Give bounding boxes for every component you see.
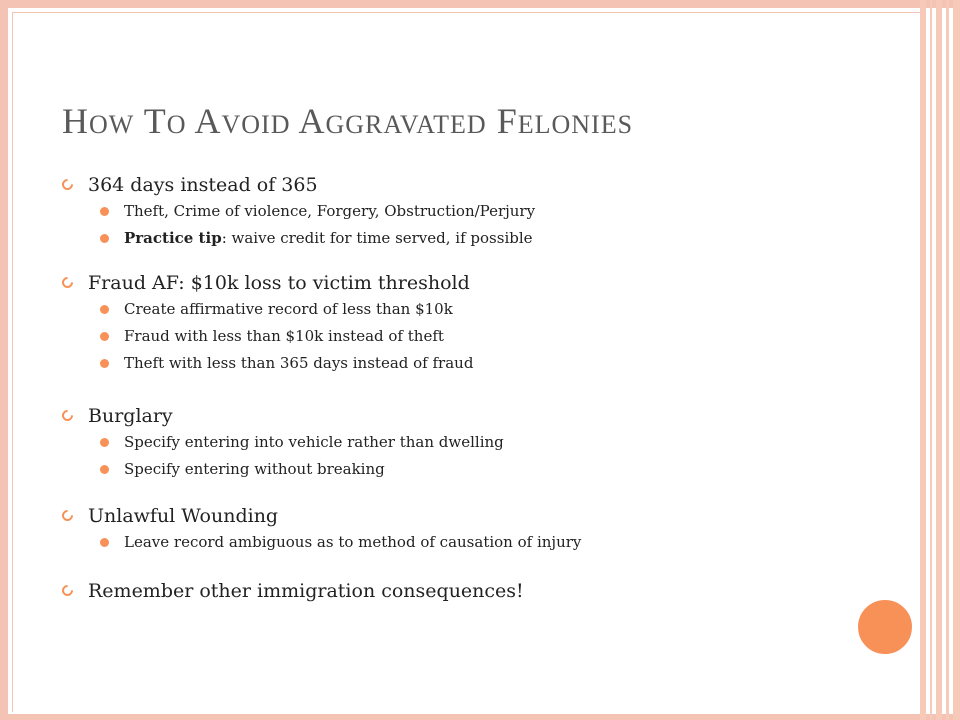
bullet-heading: Remember other immigration consequences! <box>62 578 842 604</box>
inner-line-left <box>12 12 13 712</box>
bullet-item: Create affirmative record of less than $10k <box>62 296 842 323</box>
slide-content <box>62 172 842 604</box>
bullet-dot-icon <box>100 465 109 474</box>
bullet-dot-icon <box>100 438 109 447</box>
bullet-item-practice-tip: Practice tip: waive credit for time served, if possible <box>62 225 842 252</box>
bullet-marker-icon <box>60 177 76 193</box>
bullet-dot-icon <box>100 538 109 547</box>
bullet-heading: Burglary <box>62 403 842 429</box>
bullet-item: Theft, Crime of violence, Forgery, Obstruction/Perjury <box>62 198 842 225</box>
bullet-heading: 364 days instead of 365 <box>62 172 842 198</box>
border-bottom <box>0 714 960 720</box>
bullet-dot-icon <box>100 234 109 243</box>
bullet-item: Specify entering into vehicle rather than dwelling <box>62 429 842 456</box>
bullet-item: Fraud with less than $10k instead of theft <box>62 323 842 350</box>
bullet-item: Specify entering without breaking <box>62 456 842 483</box>
bullet-marker-icon <box>60 275 76 291</box>
bullet-dot-icon <box>100 207 109 216</box>
bullet-item: Theft with less than 365 days instead of fraud <box>62 350 842 377</box>
bullet-marker-icon <box>60 408 76 424</box>
inner-line-top <box>12 12 920 13</box>
bullet-dot-icon <box>100 359 109 368</box>
bullet-heading: Unlawful Wounding <box>62 503 842 529</box>
bullet-marker-icon <box>60 583 76 599</box>
bullet-item: Leave record ambiguous as to method of causation of injury <box>62 529 842 556</box>
decorative-circle <box>855 597 915 657</box>
border-top <box>0 0 960 8</box>
bullet-dot-icon <box>100 305 109 314</box>
bullet-heading: Fraud AF: $10k loss to victim threshold <box>62 270 842 296</box>
border-left <box>0 0 8 720</box>
bullet-marker-icon <box>60 508 76 524</box>
bullet-dot-icon <box>100 332 109 341</box>
decorative-stripes <box>920 0 960 720</box>
slide-title: HOW TO AVOID AGGRAVATED FELONIES <box>62 101 634 141</box>
